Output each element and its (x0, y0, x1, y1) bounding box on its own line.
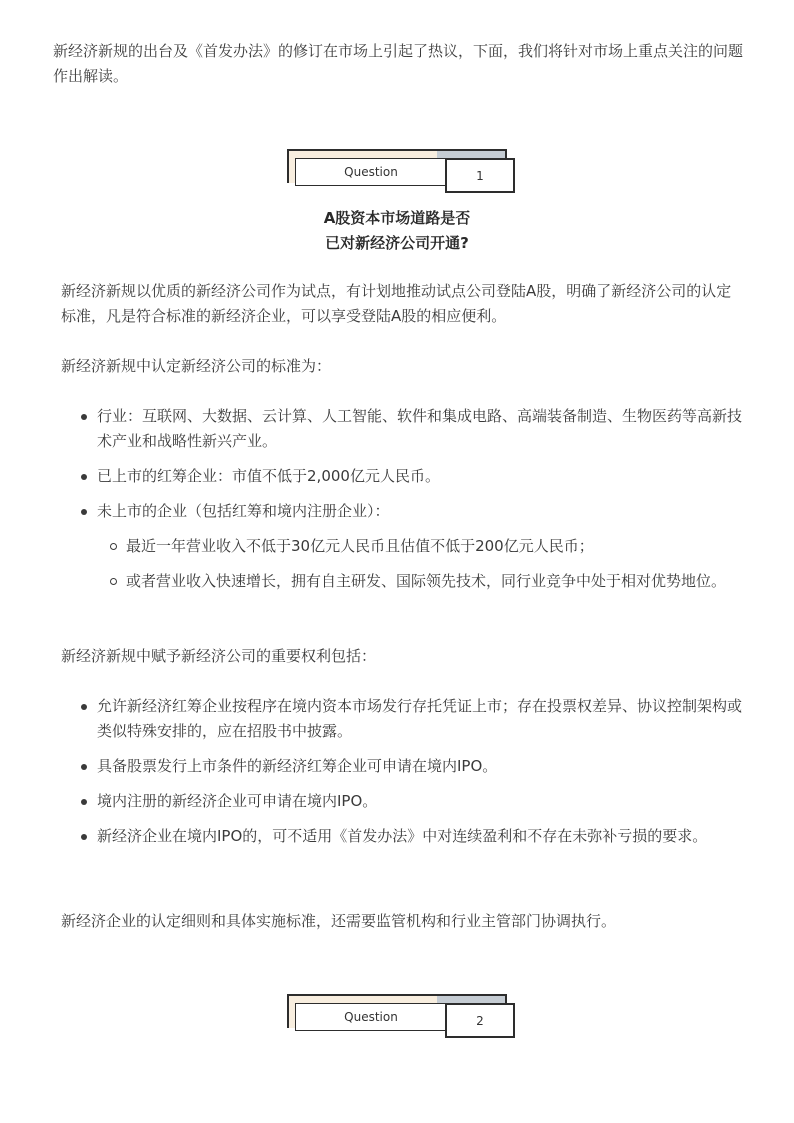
list-item-text: 具备股票发行上市条件的新经济红筹企业可申请在境内IPO。 (97, 757, 498, 775)
list-item (97, 499, 747, 594)
list-item-text: 未上市的企业（包括红筹和境内注册企业）： (97, 502, 390, 520)
list-item (97, 694, 747, 744)
list-item (97, 464, 747, 489)
list-item-text: 允许新经济红筹企业按程序在境内资本市场发行存托凭证上市；存在投票权差异、协议控制架构或类似特殊安排的，应在招股书中披露。 (97, 697, 743, 740)
criteria-list (97, 404, 747, 604)
list-item (97, 789, 747, 814)
criteria-sublist (97, 534, 747, 594)
bullet-dot-icon (81, 834, 87, 840)
rights-list (97, 694, 747, 859)
list-item (97, 404, 747, 454)
question-1-title-line-1: A股资本市场道路是否 (323, 209, 471, 227)
paragraph-rights-intro: 新经济新规中赋予新经济公司的重要权利包括： (61, 647, 377, 665)
list-item (97, 754, 747, 779)
list-item-text: 新经济企业在境内IPO的，可不适用《首发办法》中对连续盈利和不存在未弥补亏损的要求。 (97, 827, 708, 845)
bullet-circle-icon (110, 543, 117, 550)
question-1-title-line-2: 已对新经济公司开通? (325, 234, 469, 252)
question-number: 1 (445, 158, 515, 193)
question-number: 2 (445, 1003, 515, 1038)
list-item (97, 824, 747, 849)
sublist-item-text: 最近一年营业收入不低于30亿元人民币且估值不低于200亿元人民币； (126, 537, 594, 555)
list-item-text: 已上市的红筹企业：市值不低于2,000亿元人民币。 (97, 467, 440, 485)
question-1-title (0, 206, 794, 256)
question-badge-2 (287, 994, 517, 1040)
sublist-item (126, 569, 747, 594)
sublist-item-text: 或者营业收入快速增长，拥有自主研发、国际领先技术，同行业竞争中处于相对优势地位。 (126, 572, 727, 590)
paragraph-implementation: 新经济企业的认定细则和具体实施标准，还需要监管机构和行业主管部门协调执行。 (61, 912, 617, 930)
question-label: Question (295, 1003, 447, 1031)
question-badge-1 (287, 149, 517, 195)
intro-paragraph: 新经济新规的出台及《首发办法》的修订在市场上引起了热议，下面，我们将针对市场上重点关注的问题作出解读。 (53, 42, 744, 85)
bullet-dot-icon (81, 799, 87, 805)
bullet-circle-icon (110, 578, 117, 585)
paragraph-criteria-intro: 新经济新规中认定新经济公司的标准为： (61, 357, 332, 375)
bullet-dot-icon (81, 509, 87, 515)
bullet-dot-icon (81, 414, 87, 420)
bullet-dot-icon (81, 474, 87, 480)
list-item-text: 行业：互联网、大数据、云计算、人工智能、软件和集成电路、高端装备制造、生物医药等高新技术产业和战略性新兴产业。 (97, 407, 743, 450)
question-label: Question (295, 158, 447, 186)
sublist-item (126, 534, 747, 559)
bullet-dot-icon (81, 764, 87, 770)
bullet-dot-icon (81, 704, 87, 710)
paragraph-pilot: 新经济新规以优质的新经济公司作为试点，有计划地推动试点公司登陆A股，明确了新经济公司的认定标准，凡是符合标准的新经济企业，可以享受登陆A股的相应便利。 (61, 282, 732, 325)
list-item-text: 境内注册的新经济企业可申请在境内IPO。 (97, 792, 378, 810)
